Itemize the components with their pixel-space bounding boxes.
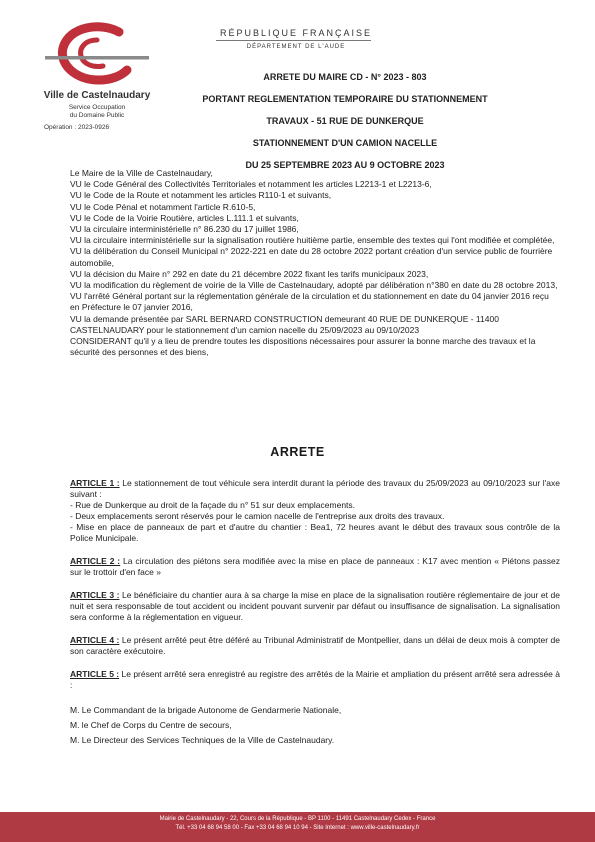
article-label: ARTICLE 1 : — [70, 478, 120, 488]
article-bullet: - Rue de Dunkerque au droit de la façade du n° 51 sur deux emplacements. — [70, 500, 356, 510]
footer-contact — [0, 815, 595, 833]
operation-value: 2023-0926 — [77, 124, 110, 131]
footer-address: Mairie de Castelnaudary - 22, Cours de la République - BP 1100 - 11491 Castelnaudary Cedex - France — [159, 816, 436, 822]
addressee: M. Le Commandant de la brigade Autonome de Gendarmerie Nationale, — [70, 705, 342, 715]
article-text: Le bénéficiaire du chantier aura à sa charge la mise en place de la signalisation routière réglementaire de jour et de nuit et sera responsable de tout accident ou incident pouvant survenir par défaut ou insuffisance de signalisation. La signalisation sera conforme à la réglementation en vigueur. — [70, 590, 560, 622]
preamble-line: Le Maire de la Ville de Castelnaudary, — [70, 168, 213, 178]
preamble-line: VU la délibération du Conseil Municipal n° 2022-221 en date du 28 octobre 2022 portant création d'un service public de fourrière automobile, — [70, 246, 553, 268]
article-2 — [70, 556, 560, 578]
service-line-2: du Domaine Public — [69, 112, 125, 119]
preamble-line: VU le Code Général des Collectivités Territoriales et notamment les articles L2213-1 et L2213-6, — [70, 179, 432, 190]
title-line-3: TRAVAUX - 51 RUE DE DUNKERQUE — [266, 116, 424, 126]
city-logo-block — [22, 22, 172, 131]
preamble-line: VU le Code Pénal et notamment l'article R.610-5, — [70, 201, 256, 212]
addressee: M. le Chef de Corps du Centre de secours, — [70, 720, 232, 730]
article-3 — [70, 590, 560, 623]
articles — [70, 478, 560, 750]
preamble-line: VU la circulaire interministérielle n° 86.230 du 17 juillet 1986, — [70, 224, 299, 235]
title-line-2: PORTANT REGLEMENTATION TEMPORAIRE DU STATIONNEMENT — [202, 94, 488, 104]
preamble — [70, 168, 560, 358]
article-text: Le présent arrêté sera enregistré au registre des arrêtés de la Mairie et ampliation du présent arrêté sera adressée à : — [70, 669, 560, 690]
preamble-line: VU le Code de la Route et notamment les articles R110-1 et suivants, — [70, 190, 332, 201]
departement: DÉPARTEMENT DE L'AUDE — [246, 44, 346, 50]
article-bullet: - Deux emplacements seront réservés pour le camion nacelle de l'entreprise aux droits des travaux. — [70, 511, 445, 521]
preamble-line: VU l'arrêté Général portant sur la réglementation générale de la circulation et du stationnement en date du 04 janvier 2016 reçu en Préfecture le 07 janvier 2016, — [70, 291, 549, 313]
preamble-line: CONSIDERANT qu'il y a lieu de prendre toutes les dispositions nécessaires pour assurer la bonne marche des travaux et la sécurité des personnes et des biens, — [70, 336, 536, 358]
header-divider — [216, 40, 371, 41]
city-name: Ville de Castelnaudary — [43, 90, 151, 101]
title-line-1: ARRETE DU MAIRE CD - N° 2023 - 803 — [263, 72, 427, 82]
title-line-4: STATIONNEMENT D'UN CAMION NACELLE — [252, 138, 438, 148]
article-label: ARTICLE 4 : — [70, 635, 120, 645]
article-5 — [70, 669, 560, 691]
service-name — [22, 104, 172, 120]
castelnaudary-logo-icon — [41, 22, 153, 88]
article-text: Le stationnement de tout véhicule sera interdit durant la période des travaux du 25/09/2023 au 09/10/2023 sur l'axe suivant : — [70, 478, 560, 499]
article-text: La circulation des piétons sera modifiée avec la mise en place de panneaux : K17 avec mention « Piétons passez sur le trottoir d'en face » — [70, 556, 560, 577]
article-label: ARTICLE 3 : — [70, 590, 120, 600]
preamble-line: VU le Code de la Voirie Routière, articles L.111.1 et suivants, — [70, 212, 299, 223]
article-label: ARTICLE 5 : — [70, 669, 120, 679]
preamble-line: VU la demande présentée par SARL BERNARD CONSTRUCTION demeurant 40 RUE DE DUNKERQUE - 11400 CASTELNAUDARY pour le stationnement d'un camion nacelle du 25/09/2023 au 09/10/2023 — [70, 313, 499, 335]
preamble-line: VU la circulaire interministérielle sur la signalisation routière huitième partie, ensemble des textes qui l'ont modifiée et complétée, — [70, 235, 555, 246]
article-label: ARTICLE 2 : — [70, 556, 121, 566]
article-1 — [70, 478, 560, 544]
republique-francaise: RÉPUBLIQUE FRANÇAISE — [219, 28, 373, 38]
title-line-5: DU 25 SEPTEMBRE 2023 AU 9 OCTOBRE 2023 — [245, 160, 445, 170]
article-4 — [70, 635, 560, 657]
operation-label: Opération : — [44, 124, 77, 131]
article-text: Le présent arrêté peut être déféré au Tribunal Administratif de Montpellier, dans un délai de deux mois à compter de son caractère exécutoire. — [70, 635, 560, 656]
arrete-heading: ARRETE — [270, 445, 325, 459]
addressee-list — [70, 705, 560, 746]
footer-phone-web: Tél. +33 04 68 94 58 00 - Fax +33 04 68 94 10 94 - Site Internet : www.ville-castelnaudary.fr — [175, 825, 420, 831]
preamble-line: VU la modification du règlement de voirie de la Ville de Castelnaudary, adopté par délibération n°380 en date du 28 octobre 2013, — [70, 280, 558, 291]
service-line-1: Service Occupation — [68, 104, 126, 111]
addressee: M. Le Directeur des Services Techniques de la Ville de Castelnaudary. — [70, 735, 335, 745]
decree-title — [170, 66, 520, 176]
article-bullet: - Mise en place de panneaux de part et d'autre du chantier : Bea1, 72 heures avant le début des travaux sous contrôle de la Police Municipale. — [70, 522, 560, 543]
preamble-line: VU la décision du Maire n° 292 en date du 21 décembre 2022 fixant les tarifs municipaux 2023, — [70, 268, 429, 279]
operation-reference — [22, 124, 172, 131]
